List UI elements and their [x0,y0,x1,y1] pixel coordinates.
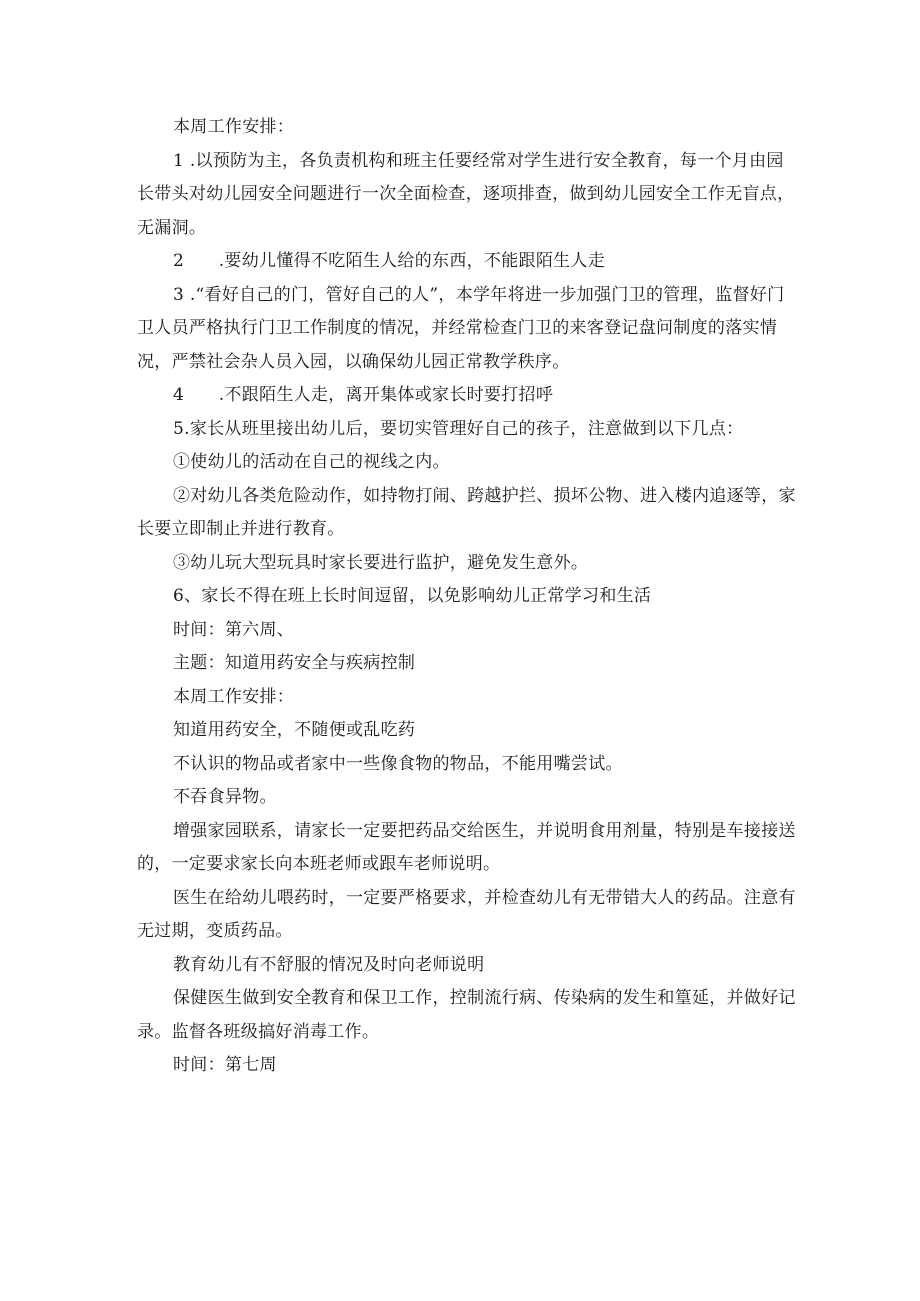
paragraph-theme: 主题：知道用药安全与疾病控制 [173,653,416,673]
paragraph-weekly-plan-heading: 本周工作安排： [173,117,295,137]
paragraph-subitem-3: ③幼儿玩大型玩具时家长要进行监护，避免发生意外。 [173,552,589,573]
paragraph-subitem-1: ①使幼儿的活动在自己的视线之内。 [173,452,450,472]
paragraph-doctor-feeding: 医生在给幼儿喂药时，一定要严格要求，并检查幼儿有无带错大人的药品。注意有无过期，变质药品。 [137,887,796,941]
paragraph-item-4: 4 .不跟陌生人走，离开集体或家长时要打招呼 [173,385,554,405]
paragraph-home-school-contact: 增强家园联系，请家长一定要把药品交给医生，并说明食用剂量，特别是车接接送的，一定要求家长向本班老师或跟车老师说明。 [137,820,796,874]
document-body [137,111,797,1083]
paragraph-subitem-2: ②对幼儿各类危险动作，如持物打闹、跨越护拦、损坏公物、进入楼内追逐等，家长要立即制止并进行教育。 [137,485,796,539]
paragraph-item-1: 1 .以预防为主，各负责机构和班主任要经常对学生进行安全教育，每一个月由园长带头对幼儿园安全问题进行一次全面检查，逐项排查，做到幼儿园安全工作无盲点，无漏洞。 [137,150,795,238]
paragraph-item-2: 2 .要幼儿懂得不吃陌生人给的东西，不能跟陌生人走 [173,251,606,271]
paragraph-item-3: 3 .“看好自己的门，管好自己的人”，本学年将进一步加强门卫的管理，监督好门卫人员严格执行门卫工作制度的情况，并经常检查门卫的来客登记盘问制度的落实情况，严禁社会杂人员入园，以确保幼儿园正常教学秩序。 [137,284,785,372]
paragraph-weekly-plan-heading-2: 本周工作安排： [173,686,295,707]
paragraph-time-week6: 时间：第六周、 [173,619,295,640]
paragraph-time-week7: 时间：第七周 [173,1055,277,1075]
paragraph-item-6: 6、家长不得在班上长时间逗留，以免影响幼儿正常学习和生活 [173,586,652,606]
paragraph-no-swallow: 不吞食异物。 [173,787,277,807]
paragraph-item-5: 5.家长从班里接出幼儿后，要切实管理好自己的孩子，注意做到以下几点： [173,418,744,439]
paragraph-unknown-items: 不认识的物品或者家中一些像食物的物品，不能用嘴尝试。 [173,753,623,774]
paragraph-tell-teacher: 教育幼儿有不舒服的情况及时向老师说明 [173,954,485,975]
paragraph-health-doctor: 保健医生做到安全教育和保卫工作，控制流行病、传染病的发生和篁延，并做好记录。监督各班级搞好消毒工作。 [137,988,796,1042]
paragraph-medicine-safety: 知道用药安全，不随便或乱吃药 [173,720,416,740]
